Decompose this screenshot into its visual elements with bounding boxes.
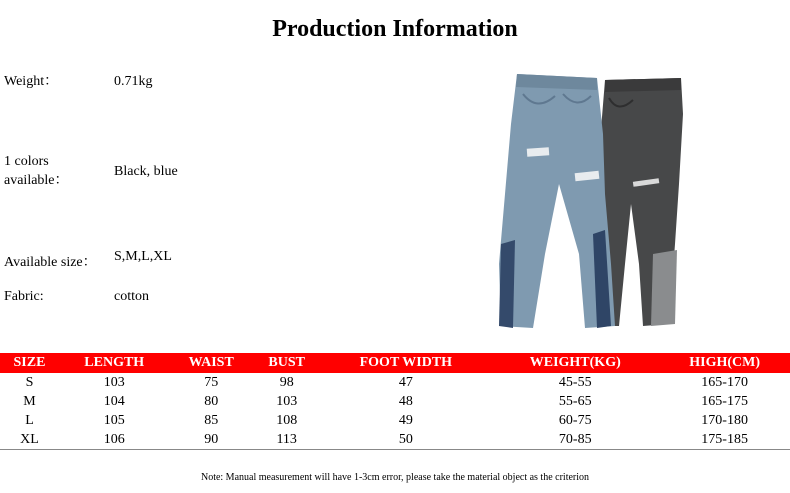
fabric-value: cotton (114, 289, 149, 304)
table-cell: 175-185 (659, 430, 790, 450)
table-cell: 108 (276, 412, 298, 428)
column-header-waist: WAIST (170, 353, 253, 373)
weight-value: 0.71kg (114, 74, 153, 89)
column-header-length: LENGTH (59, 353, 170, 373)
table-cell: 55-65 (558, 393, 592, 409)
table-cell: 165-170 (701, 374, 748, 390)
fabric-label: Fabric: (4, 289, 44, 304)
table-cell: 60-75 (558, 412, 592, 428)
table-cell: 85 (204, 412, 219, 428)
table-row (0, 392, 790, 411)
table-cell: 105 (103, 412, 125, 428)
column-header-weight: WEIGHT(KG) (491, 353, 659, 373)
table-cell: 98 (279, 374, 294, 390)
table-cell: 103 (103, 374, 125, 390)
column-header-bust: BUST (253, 353, 321, 373)
column-header-high: HIGH(CM) (659, 353, 790, 373)
table-row (0, 411, 790, 430)
size-value: S,M,L,XL (114, 249, 172, 264)
blue-jeans-icon (499, 74, 615, 328)
size-label: Available size： (4, 255, 97, 270)
table-cell: 70-85 (491, 430, 659, 450)
table-cell: 106 (59, 430, 170, 450)
table-cell: 90 (170, 430, 253, 450)
table-row (0, 430, 790, 450)
measurement-note: Note: Manual measurement will have 1-3cm error, please take the material object as the criterion (200, 472, 590, 483)
page-title: Production Information (272, 16, 518, 42)
table-row (0, 373, 790, 392)
weight-label: Weight： (4, 74, 59, 89)
table-cell: 80 (204, 393, 219, 409)
size-table-header-row (0, 353, 790, 373)
table-cell: S (25, 374, 34, 390)
table-cell: 47 (398, 374, 413, 390)
table-cell: 49 (398, 412, 413, 428)
jeans-product-photo (493, 74, 689, 334)
colors-label: 1 colors available： (4, 154, 69, 188)
column-header-foot-width: FOOT WIDTH (320, 353, 491, 373)
table-cell: 170-180 (701, 412, 748, 428)
table-cell: 165-175 (701, 393, 748, 409)
table-cell: 103 (276, 393, 298, 409)
table-cell: 75 (204, 374, 219, 390)
colors-value: Black, blue (114, 164, 178, 179)
table-cell: 50 (320, 430, 491, 450)
column-header-size: SIZE (0, 353, 59, 373)
table-cell: 113 (253, 430, 321, 450)
size-table (0, 353, 790, 450)
table-cell: M (23, 393, 36, 409)
table-cell: 45-55 (558, 374, 592, 390)
table-cell: 48 (398, 393, 413, 409)
table-cell: 104 (103, 393, 125, 409)
table-cell: XL (0, 430, 59, 450)
table-cell: L (25, 412, 34, 428)
